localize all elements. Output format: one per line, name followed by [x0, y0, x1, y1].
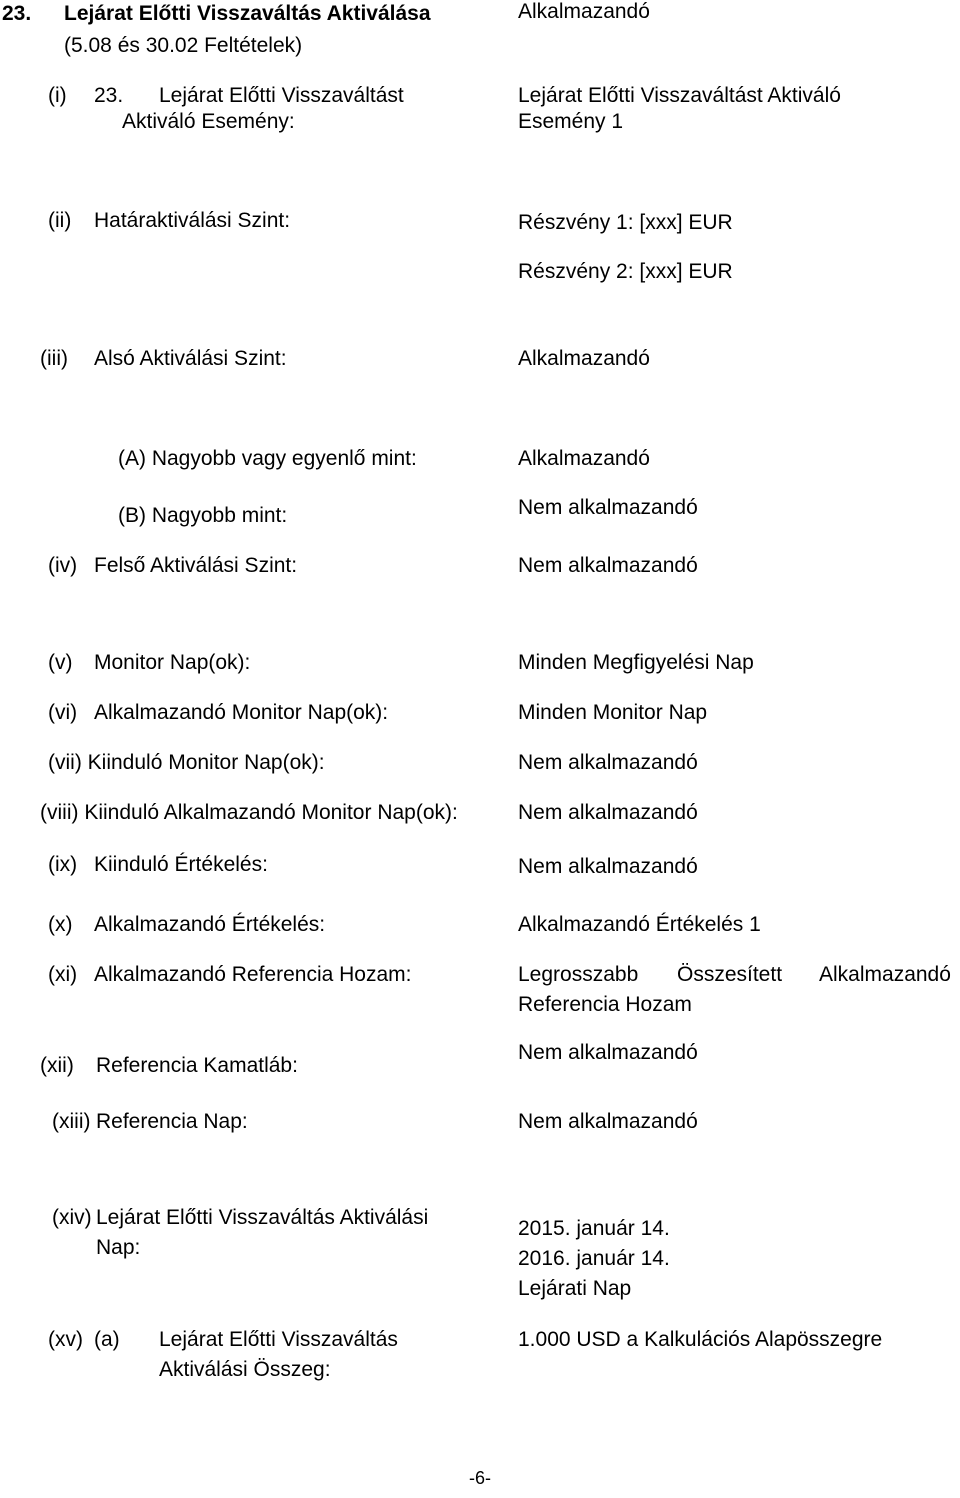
item-vii-label: (vii) Kiinduló Monitor Nap(ok):	[48, 751, 325, 774]
section-value: Alkalmazandó	[518, 0, 650, 23]
item-i-ref: 23.	[94, 84, 124, 107]
item-xii-value: Nem alkalmazandó	[518, 1041, 698, 1064]
page-number: -6-	[469, 1468, 491, 1488]
section-number: 23.	[2, 2, 32, 25]
item-xii-label: Referencia Kamatláb:	[96, 1054, 298, 1077]
item-xiv-number: (xiv)	[52, 1206, 92, 1229]
item-x-label: Alkalmazandó Értékelés:	[94, 913, 326, 936]
item-xv-label-2: Aktiválási Összeg:	[159, 1358, 331, 1381]
item-vi-label: Alkalmazandó Monitor Nap(ok):	[94, 701, 389, 724]
item-xiv-value-2: 2016. január 14.	[518, 1247, 670, 1270]
item-ix-value: Nem alkalmazandó	[518, 855, 698, 878]
item-iii-label: Alsó Aktiválási Szint:	[94, 347, 287, 370]
item-b-value: Nem alkalmazandó	[518, 496, 698, 519]
item-xi-value-word-1: Legrosszabb	[518, 963, 639, 986]
item-a-value: Alkalmazandó	[518, 447, 650, 470]
item-xiii-label: Referencia Nap:	[96, 1110, 248, 1133]
item-xi-value-word-3: Alkalmazandó	[819, 963, 951, 986]
item-viii-value: Nem alkalmazandó	[518, 801, 698, 824]
item-ii-label: Határaktiválási Szint:	[94, 209, 291, 232]
item-a-label: (A) Nagyobb vagy egyenlő mint:	[118, 447, 417, 470]
item-ix-label: Kiinduló Értékelés:	[94, 853, 268, 876]
item-ii-value: Részvény 1: [xxx] EUR	[518, 211, 733, 234]
item-xiii-value: Nem alkalmazandó	[518, 1110, 698, 1133]
item-xiii-number: (xiii)	[52, 1110, 91, 1133]
item-vi-value: Minden Monitor Nap	[518, 701, 708, 724]
item-xv-sub: (a)	[94, 1328, 120, 1351]
item-i-number: (i)	[48, 84, 67, 107]
item-xii-number: (xii)	[40, 1054, 74, 1077]
item-xv-value: 1.000 USD a Kalkulációs Alapösszegre	[518, 1328, 883, 1351]
item-xi-value-word-2: Összesített	[677, 963, 783, 986]
item-vii-value: Nem alkalmazandó	[518, 751, 698, 774]
item-vi-number: (vi)	[48, 701, 78, 724]
item-iv-label: Felső Aktiválási Szint:	[94, 554, 298, 577]
item-ii-value-2: Részvény 2: [xxx] EUR	[518, 260, 733, 283]
item-iv-number: (iv)	[48, 554, 78, 577]
item-i-label-2: Aktiváló Esemény:	[122, 110, 295, 133]
item-ii-number: (ii)	[48, 209, 72, 232]
item-xiv-label-2: Nap:	[96, 1236, 141, 1259]
item-v-value: Minden Megfigyelési Nap	[518, 651, 754, 674]
item-viii-label: (viii) Kiinduló Alkalmazandó Monitor Nap(ok):	[40, 801, 458, 824]
item-v-number: (v)	[48, 651, 73, 674]
item-i-label: Lejárat Előtti Visszaváltást	[159, 84, 404, 107]
section-title: Lejárat Előtti Visszaváltás Aktiválása	[64, 2, 431, 25]
item-xi-number: (xi)	[48, 963, 78, 986]
item-iii-value: Alkalmazandó	[518, 347, 650, 370]
item-xv-number: (xv)	[48, 1328, 83, 1351]
item-iii-number: (iii)	[40, 347, 68, 370]
item-ix-number: (ix)	[48, 853, 78, 876]
item-xi-label: Alkalmazandó Referencia Hozam:	[94, 963, 412, 986]
item-x-number: (x)	[48, 913, 73, 936]
item-i-value: Lejárat Előtti Visszaváltást Aktiváló	[518, 84, 841, 107]
item-iv-value: Nem alkalmazandó	[518, 554, 698, 577]
item-x-value: Alkalmazandó Értékelés 1	[518, 913, 761, 936]
item-i-value-2: Esemény 1	[518, 110, 624, 133]
item-xiv-value: 2015. január 14.	[518, 1217, 670, 1240]
item-xi-value-2: Referencia Hozam	[518, 993, 692, 1016]
item-xv-label: Lejárat Előtti Visszaváltás	[159, 1328, 398, 1351]
item-xiv-label: Lejárat Előtti Visszaváltás Aktiválási	[96, 1206, 429, 1229]
item-b-label: (B) Nagyobb mint:	[118, 504, 288, 527]
item-xiv-value-3: Lejárati Nap	[518, 1277, 632, 1300]
section-subtitle: (5.08 és 30.02 Feltételek)	[64, 34, 303, 57]
item-v-label: Monitor Nap(ok):	[94, 651, 251, 674]
